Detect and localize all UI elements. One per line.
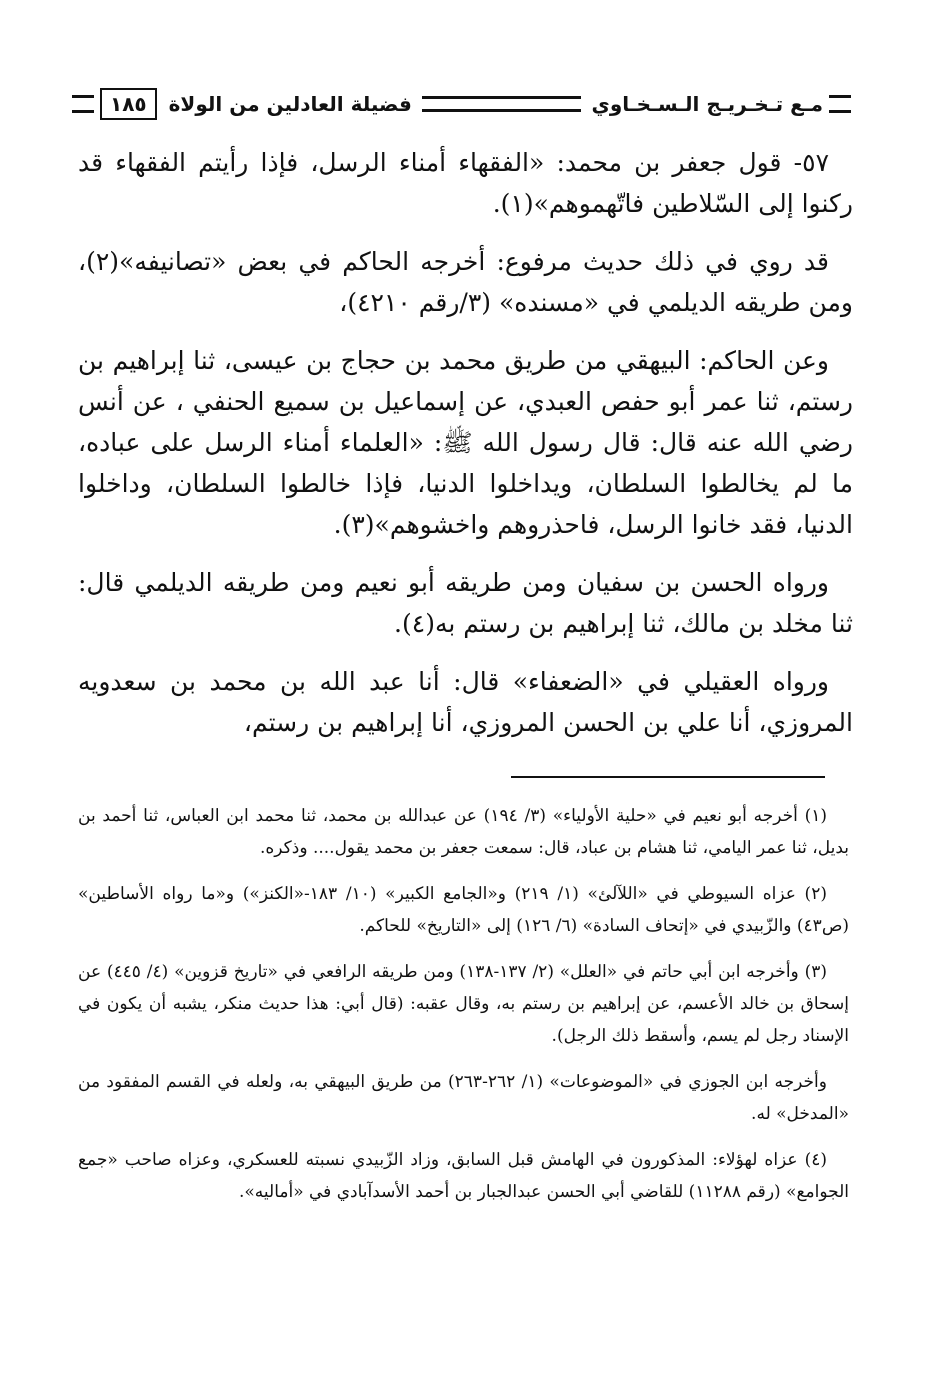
header-rule (422, 96, 582, 112)
footnote-2: (٢) عزاه السيوطي في «اللآلئ» (١/ ٢١٩) و«الجامع الكبير» (١٠/ ١٨٣-«الكنز») و«ما رواه الأساطين» (ص٤٣) والزّبيدي في «إتحاف السادة» (٦/ ١٢٦) إلى «التاريخ» للحاكم. (78, 884, 849, 936)
paragraph-hasan: ورواه الحسن بن سفيان ومن طريقه أبو نعيم ومن طريقه الديلمي قال: ثنا مخلد بن مالك، ثنا إبراهيم بن رستم به(٤). (78, 568, 853, 638)
page-number: ١٨٥ (100, 88, 157, 120)
paragraph-57: ٥٧- قول جعفر بن محمد: «الفقهاء أمناء الرسل، فإذا رأيتم الفقهاء قد ركنوا إلى السّلاطين فاتّهموهم»(١). (78, 148, 853, 218)
paragraph-hakim: وعن الحاكم: البيهقي من طريق محمد بن حجاج بن عيسى، ثنا إبراهيم بن رستم، ثنا عمر أبو حفص العبدي، عن إسماعيل بن سميع الحنفي ، عن أنس رضي الله عنه قال: قال رسول الله ﷺ: «العلماء أمناء الرسل على عباده، ما لم يخالطوا السلطان، ويداخلوا الدنيا، فإذا خالطوا السلطان، وداخلوا الدنيا، فقد خانوا الرسل، فاحذروهم واخشوهم»(٣). (78, 346, 853, 539)
header-book-title: فضيلة العادلين من الولاة (168, 92, 412, 116)
footnote-3-continued: وأخرجه ابن الجوزي في «الموضوعات» (١/ ٢٦٢-٢٦٣) من طريق البيهقي به، ولعله في القسم المفقود من «المدخل» له. (78, 1072, 849, 1124)
footnote-separator (511, 776, 825, 778)
paragraph-uqayli: ورواه العقيلي في «الضعفاء» قال: أنا عبد الله بن محمد بن سعدويه المروزي، أنا علي بن الحسن المروزي، أنا إبراهيم بن رستم، (78, 667, 853, 737)
main-text (78, 142, 853, 743)
paragraph-marfu: قد روي في ذلك حديث مرفوع: أخرجه الحاكم في بعض «تصانيفه»(٢)، ومن طريقه الديلمي في «مسنده» (٣/رقم ٤٢١٠)، (78, 247, 853, 317)
header-ornament-right (829, 95, 851, 113)
running-header (72, 84, 851, 124)
header-subtitle: مـع تـخـريـج الـسـخـاوي (591, 92, 823, 116)
header-ornament-left (72, 95, 94, 113)
footnote-4: (٤) عزاه لهؤلاء: المذكورون في الهامش قبل السابق، وزاد الزّبيدي نسبته للعسكري، وعزاه صاحب «جمع الجوامع» (رقم ١١٢٨٨) للقاضي أبي الحسن عبدالجبار بن أحمد الأسدآبادي في «أماليه». (78, 1150, 849, 1202)
footnote-3: (٣) وأخرجه ابن أبي حاتم في «العلل» (٢/ ١٣٧-١٣٨) ومن طريقه الرافعي في «تاريخ قزوين» (٤/ ٤٤٥) عن إسحاق بن خالد الأعسم، عن إبراهيم بن رستم به، وقال عقبه: (قال أبي: هذا حديث منكر، يشبه أن يكون في الإسناد رجل لم يسم، وأسقط ذلك الرجل). (78, 962, 849, 1046)
footnotes (78, 800, 849, 1222)
footnote-1: (١) أخرجه أبو نعيم في «حلية الأولياء» (٣/ ١٩٤) عن عبدالله بن محمد، ثنا محمد ابن العباس، ثنا أحمد بن بديل، ثنا عمر اليامي، ثنا هشام بن عباد، قال: سمعت جعفر بن محمد يقول.... وذكره. (78, 806, 849, 858)
